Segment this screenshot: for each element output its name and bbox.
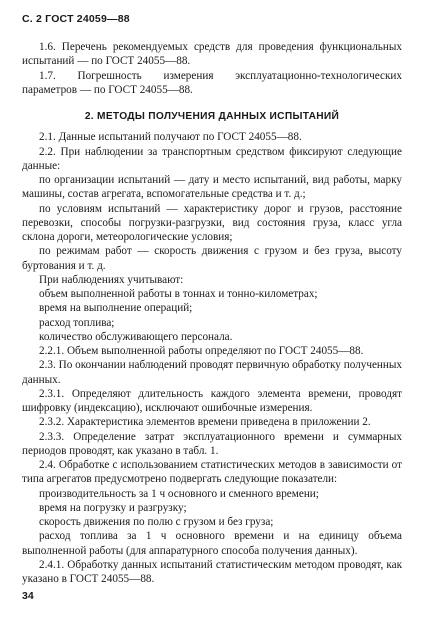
paragraph: объем выполненной работы в тоннах и тонно-километрах;	[39, 288, 318, 300]
paragraph: по режимам работ — скорость движения с грузом и без груза, высоту буртования и т. д.	[22, 245, 402, 272]
paragraph: 2.1. Данные испытаний получают по ГОСТ 24055—88.	[39, 131, 302, 144]
paragraph: время на погрузку и разгрузку;	[39, 501, 187, 514]
paragraph: 2.2.1. Объем выполненной работы определяют по ГОСТ 24055—88.	[39, 345, 364, 357]
paragraph: 2.3.2. Характеристика элементов времени приведена в приложении 2.	[39, 416, 371, 429]
paragraph: При наблюдениях учитывают:	[39, 273, 184, 286]
paragraph: 2.4.1. Обработку данных испытаний статистическим методом проводят, как указано в ГОСТ 24055—88.	[22, 558, 402, 585]
paragraph: расход топлива за 1 ч основного времени и на единицу объема выполненной работы (для аппаратурного способа получения данных).	[22, 530, 402, 557]
section-heading: 2. МЕТОДЫ ПОЛУЧЕНИЯ ДАННЫХ ИСПЫТАНИЙ	[84, 111, 340, 122]
paragraph: по условиям испытаний — характеристику дорог и грузов, расстояние перевозки, способы погрузки-разгрузки, вид состояния груза, класс угла склона дороги, метеорологические условия;	[22, 202, 402, 243]
paragraph: по организации испытаний — дату и место испытаний, вид работы, марку машины, состав агрегата, вспомогательные средства и т. д.;	[22, 174, 402, 201]
page-header: С. 2 ГОСТ 24059—88	[22, 13, 130, 25]
paragraph: 2.3. По окончании наблюдений проводят первичную обработку полученных данных.	[22, 359, 402, 386]
paragraph: 1.7. Погрешность измерения эксплуатационно-технологических параметров — по ГОСТ 24055—88.	[22, 69, 402, 96]
paragraph: 2.4. Обработке с использованием статистических методов в зависимости от типа агрегатов предусмотрено подвергать следующие показатели:	[22, 459, 402, 486]
paragraph: 2.2. При наблюдении за транспортным средством фиксируют следующие данные:	[22, 145, 402, 172]
paragraph: 2.3.3. Определение затрат эксплуатационного времени и суммарных периодов проводят, как указано в табл. 1.	[22, 430, 402, 457]
page-number: 34	[22, 590, 34, 602]
paragraph: количество обслуживающего персонала.	[39, 330, 233, 343]
paragraph: скорость движения по полю с грузом и без груза;	[39, 516, 274, 528]
paragraph: расход топлива;	[39, 316, 115, 329]
document-body	[22, 40, 402, 586]
paragraph: время на выполнение операций;	[39, 302, 193, 315]
paragraph: 1.6. Перечень рекомендуемых средств для проведения функциональных испытаний — по ГОСТ 24055—88.	[22, 41, 402, 68]
paragraph: производительность за 1 ч основного и сменного времени;	[39, 487, 319, 500]
paragraph: 2.3.1. Определяют длительность каждого элемента времени, проводят шифровку (индексацию), исключают ошибочные измерения.	[22, 387, 402, 414]
